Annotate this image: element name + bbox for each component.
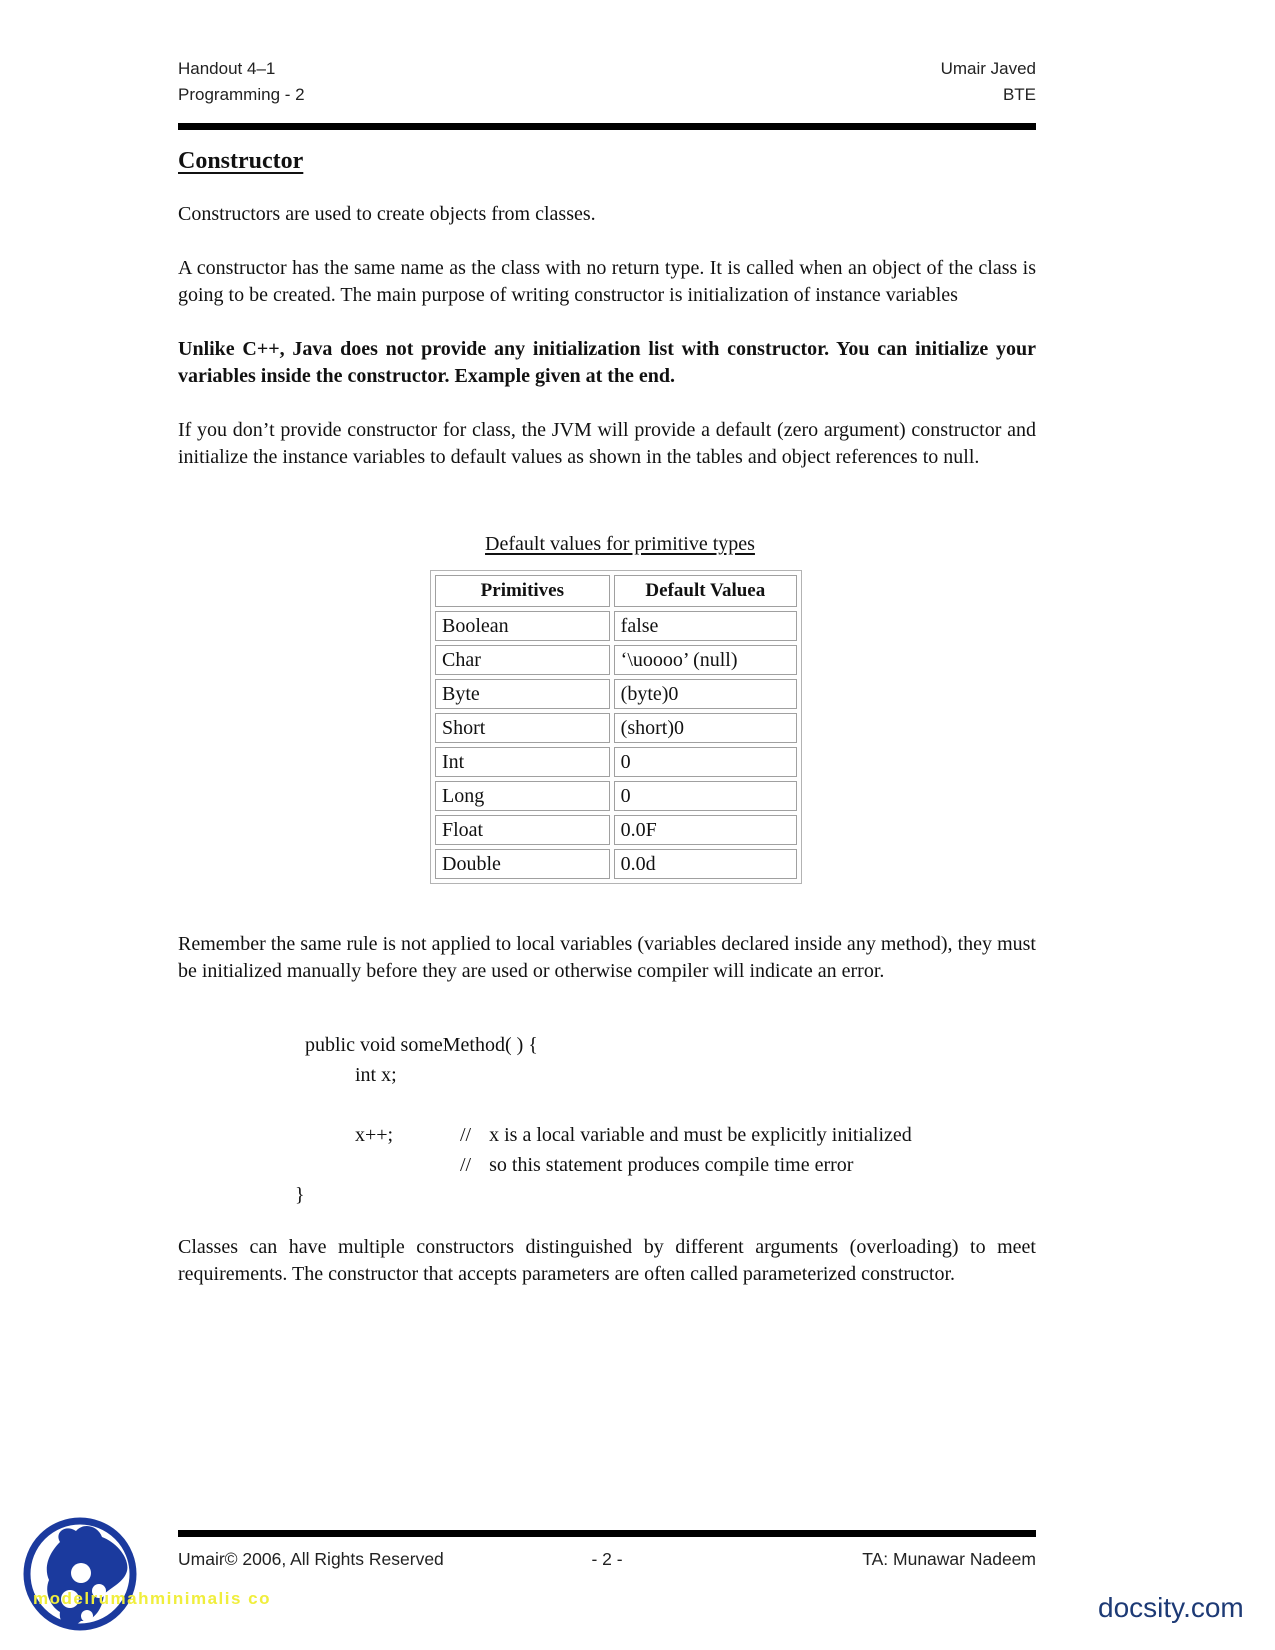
comment-text: x is a local variable and must be explicitly initialized bbox=[489, 1124, 912, 1146]
footer-copyright: Umair© 2006, All Rights Reserved bbox=[178, 1549, 444, 1569]
table-row bbox=[435, 781, 797, 811]
page-number: - 2 - bbox=[591, 1549, 623, 1569]
footer-text-row bbox=[178, 1549, 1036, 1570]
comment-mark: // bbox=[460, 1154, 472, 1176]
comment-mark: // bbox=[460, 1124, 472, 1146]
paragraph-definition: A constructor has the same name as the class with no return type. It is called when an object of the class is going to be created. The main purpose of writing constructor is initialization of instance variables bbox=[178, 257, 1036, 306]
document-footer bbox=[178, 1530, 1036, 1570]
primitive-cell: Boolean bbox=[435, 611, 610, 641]
paragraph-local-vars: Remember the same rule is not applied to local variables (variables declared inside any method), they must be initialized manually before they are used or otherwise compiler will indicate an error. bbox=[178, 933, 1036, 982]
code-line-method-open: public void someMethod( ) { bbox=[305, 1034, 538, 1056]
value-cell: false bbox=[614, 611, 797, 641]
table-row bbox=[435, 747, 797, 777]
primitive-cell: Char bbox=[435, 645, 610, 675]
primitive-cell: Int bbox=[435, 747, 610, 777]
author-dept: BTE bbox=[1002, 85, 1036, 104]
primitive-cell: Float bbox=[435, 815, 610, 845]
primitive-cell: Long bbox=[435, 781, 610, 811]
header-left bbox=[178, 56, 305, 108]
value-cell: ‘\uoooo’ (null) bbox=[614, 645, 797, 675]
column-header-default-value: Default Valuea bbox=[614, 575, 797, 607]
page-content bbox=[178, 56, 1036, 1288]
code-statement-row bbox=[355, 1120, 1036, 1180]
value-cell: (byte)0 bbox=[614, 679, 797, 709]
code-comment-line bbox=[460, 1150, 912, 1180]
paragraph-intro: Constructors are used to create objects from classes. bbox=[178, 203, 596, 225]
paragraph-default-constructor: If you don’t provide constructor for class, the JVM will provide a default (zero argument) constructor and initialize the instance variables to default values as shown in the tables and object references to null. bbox=[178, 419, 1036, 468]
code-line-close: } bbox=[295, 1184, 305, 1206]
table-row bbox=[435, 849, 797, 879]
value-cell: 0 bbox=[614, 781, 797, 811]
primitive-cell: Short bbox=[435, 713, 610, 743]
comment-text: so this statement produces compile time error bbox=[489, 1154, 854, 1176]
code-statement: x++; bbox=[355, 1124, 394, 1146]
table-row bbox=[435, 679, 797, 709]
table-row bbox=[435, 611, 797, 641]
page-title: Constructor bbox=[178, 148, 304, 174]
defaults-table bbox=[430, 570, 802, 884]
code-line-declaration: int x; bbox=[355, 1064, 397, 1086]
table-header-row bbox=[435, 575, 797, 607]
paragraph-overloading: Classes can have multiple constructors distinguished by different arguments (overloading) to meet requirements. The constructor that accepts parameters are often called parameterized constructor. bbox=[178, 1236, 1036, 1285]
header-right bbox=[941, 56, 1036, 108]
table-row bbox=[435, 713, 797, 743]
publisher-logo-icon bbox=[20, 1512, 140, 1638]
value-cell: 0.0F bbox=[614, 815, 797, 845]
value-cell: (short)0 bbox=[614, 713, 797, 743]
table-row bbox=[435, 645, 797, 675]
footer-divider bbox=[178, 1530, 1036, 1537]
primitive-cell: Double bbox=[435, 849, 610, 879]
code-example bbox=[178, 1030, 1036, 1210]
handout-number: Handout 4–1 bbox=[178, 59, 276, 78]
docsity-brand: docsity.com bbox=[1098, 1592, 1244, 1623]
table-caption: Default values for primitive types bbox=[485, 533, 755, 555]
document-header bbox=[178, 56, 1036, 108]
watermark-text: modelrumahminimalis co bbox=[33, 1589, 271, 1608]
code-comment-line bbox=[460, 1120, 912, 1150]
footer-ta: TA: Munawar Nadeem bbox=[862, 1549, 1036, 1569]
value-cell: 0 bbox=[614, 747, 797, 777]
header-divider bbox=[178, 123, 1036, 130]
primitive-cell: Byte bbox=[435, 679, 610, 709]
table-row bbox=[435, 815, 797, 845]
column-header-primitives: Primitives bbox=[435, 575, 610, 607]
defaults-table-section bbox=[430, 533, 810, 884]
code-comments bbox=[460, 1120, 912, 1180]
course-name: Programming - 2 bbox=[178, 85, 305, 104]
value-cell: 0.0d bbox=[614, 849, 797, 879]
paragraph-note-bold: Unlike C++, Java does not provide any initialization list with constructor. You can initialize your variables inside the constructor. Example given at the end. bbox=[178, 338, 1036, 387]
author-name: Umair Javed bbox=[940, 59, 1036, 78]
